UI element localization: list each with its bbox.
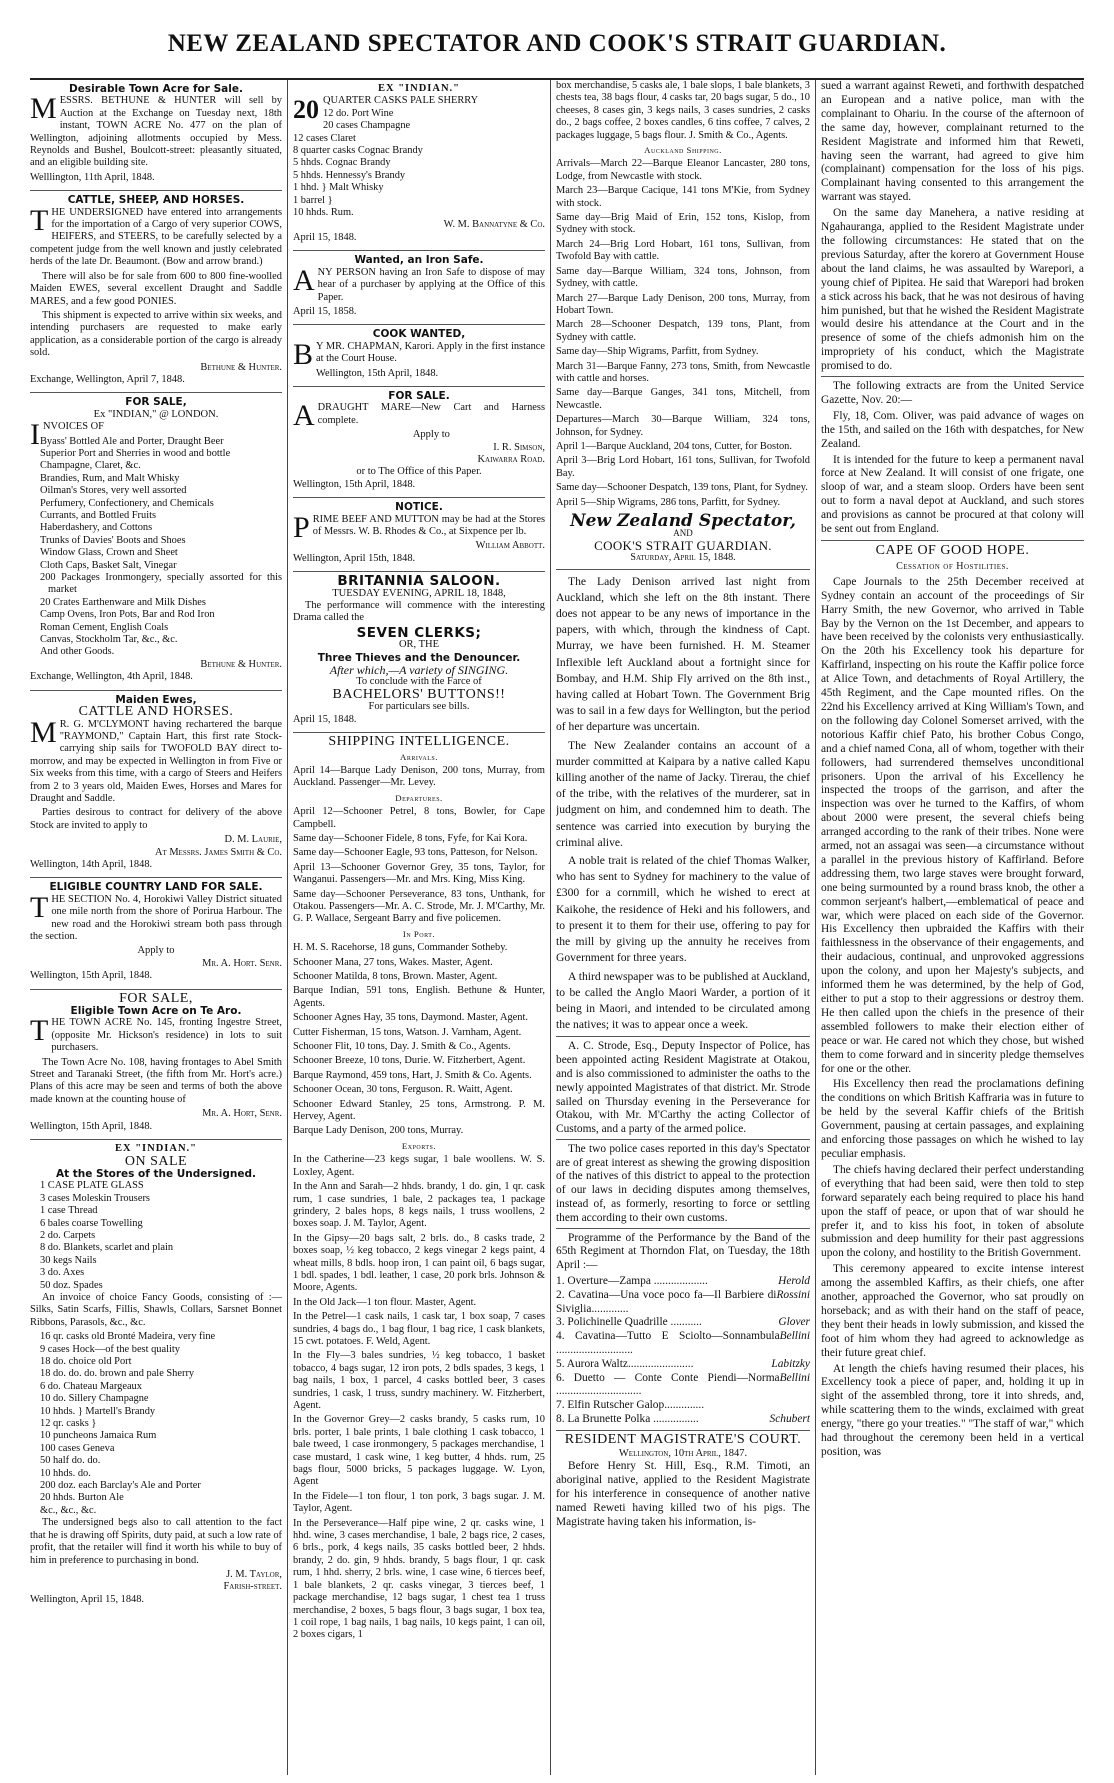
article-paragraph: The chiefs having declared their perfect understanding of everything that had been said, were then told to step forward separately each being required to place his hand upon the staff of peace, or upon that of war should he prefer it, and to kiss his foot, in token of absolute submission and deep humility for their past aggressions upon the colony, and hostility to the British Government. (821, 1163, 1084, 1260)
shipping-entry: April 13—Schooner Governor Grey, 35 tons, Taylor, for Wanganui. Passengers—Mr. and Mrs. King, Miss King. (293, 861, 545, 886)
dropcap: T (30, 890, 49, 924)
ad-date: Wellington, April 15, 1848. (30, 1593, 145, 1605)
section-subheading: Cessation of Hostilities. (896, 560, 1009, 572)
ad-date: Exchange, Wellington, April 7, 1848. (30, 373, 185, 385)
programme-item: 2. Cavatina—Una voce poco fa—Il Barbiere di Siviglia............. Rossini (556, 1288, 810, 1315)
dropcap: M (30, 715, 57, 749)
shipping-entry: Same day—Schooner Perseverance, 83 tons, Unthank, for Otakou. Passengers—Mr. A. C. Strode, Mr. J. M'Carthy, Mr. G. P. Wallace, Sergeant Barry and five policemen. (293, 888, 545, 925)
ad-heading: Wanted, an Iron Safe. (354, 254, 484, 267)
ad-country-land (30, 878, 282, 989)
shipping-intelligence (293, 733, 545, 1648)
dropcap: M (30, 92, 57, 126)
list-item: 20 Crates Earthenware and Milk Dishes (40, 596, 206, 608)
columns (30, 80, 1084, 1775)
ad-body: This shipment is expected to arrive within six weeks, and intending purchasers are requested to make early application, as a considerable portion of the cargo is already sold. (30, 309, 282, 359)
list-item: 6 bales coarse Towelling (40, 1217, 143, 1229)
ad-subheading: ON SALE (124, 1153, 188, 1169)
section-subheading: Exports. (401, 1140, 437, 1151)
ad-signature: Bethune & Hunter. (200, 361, 282, 373)
play-title: BACHELORS' BUTTONS!! (332, 686, 506, 702)
list-item: Oilman's Stores, very well assorted (40, 485, 187, 497)
shipping-entry: Schooner Breeze, 10 tons, Durie. W. Fitzherbert, Agent. (293, 1055, 526, 1067)
ad-subheading: TUESDAY EVENING, APRIL 18, 1848, (332, 587, 506, 599)
list-item: Superior Port and Sherries in wood and bottle (40, 447, 231, 459)
article-paragraph: His Excellency then read the proclamations defining the conditions on which British Kaffraria was in future to be held by the several Kaffir chiefs of the British Government, pausing at certain passages, and explaining and enforcing those passages on which he wished to lay peculiar emphasis. (821, 1078, 1084, 1160)
ad-subheading: Ex "INDIAN," @ LONDON. (93, 408, 219, 420)
list-item: 1 CASE PLATE GLASS (40, 1180, 144, 1192)
shipping-entry: In the Fidele—1 ton flour, 1 ton pork, 3 bags sugar. J. M. Taylor, Agent. (293, 1490, 545, 1515)
ad-britannia-saloon (293, 572, 545, 733)
list-item: 18 do. choice old Port (40, 1356, 132, 1367)
article-paragraph: The New Zealander contains an account of a murder committed at Kaipara by a native called Kapu killing another of the name of Jacky. Tirerau, the chief of the tribe, with the relatives of the murderer, sat in judgment on him, and condemned him to death. The sentence was carried into execution by burying the criminal alive. (556, 738, 810, 849)
item-line: 5 hhds. Cognac Brandy (293, 157, 391, 169)
court-heading: RESIDENT MAGISTRATE'S COURT. (556, 1430, 810, 1447)
ad-date: Wellington, 15th April, 1848. (30, 1120, 153, 1132)
programme-item: 8. La Brunette Polka ................ Schubert (556, 1413, 810, 1426)
shipping-entry: Same day—Ship Wigrams, Parfitt, from Sydney. (556, 346, 759, 358)
item-line: 1 barrel } (293, 194, 333, 206)
ad-body: Parties desirous to contract for delivery of the above Stock are invited to apply to (30, 807, 282, 831)
ad-heading: NOTICE. (395, 501, 443, 514)
ad-date: Exchange, Wellington, 4th April, 1848. (30, 671, 193, 683)
item-line: 10 hhds. Rum. (293, 207, 354, 219)
section-subheading: Arrivals. (400, 751, 438, 762)
ad-heading: FOR SALE. (388, 389, 450, 402)
ad-body: NY PERSON having an Iron Safe to dispose of may hear of a purchaser by applying at the Office of this Paper. (317, 266, 545, 303)
shipping-entry: In the Perseverance—Half pipe wine, 2 qr. casks wine, 1 hhd. wine, 3 cases merchandise, 1 bale, 2 bags rice, 2 cases, 6 brls., pork, 4 kegs nails, 35 casks bottled beer, 2 hhds. brandy, 2 do. gin, 9 hhds. brandy, 5 bags flour, 1 qr. cask rum, 1 hhd. sherry, 2 brls. wine, 1 case wine, 6 tierces beef, 1 bale blankets, 2 qr. casks vinegar, 3 tierces beef, 1 package merchandise, 12 bags sugar, 1 chest tea 1 truss merchandise, 2 boxes, 5 bags flour, 3 bags sugar, 1 box tea, 1 coil rope, 1 bag nails, 1 bag nails, 10 kegs paint, 1 can oil, 2 boxes cigars, 1 (293, 1517, 545, 1641)
ad-notice (293, 498, 545, 572)
ad-date: April 15, 1858. (293, 305, 357, 317)
column-3 (556, 80, 810, 1775)
article-paragraph: On the same day Manehera, a native residing at Ngahauranga, applied to the Resident Magistrate under the following circumstances: He stated that on the previous Saturday, after the korero at Government House about the land claims, he was assaulted by Warepori, a young chief of Pipitea. He said that Warepori had broken a stick across his back, that he was not desirous of having him punished, but that he wished the Resident Magistrate would desire his attendance at the Court and in the presence of some of the chiefs admonish him on the impropriety of his conduct, which the Magistrate promised to do. (821, 207, 1084, 373)
list-item: Cloth Caps, Basket Salt, Vinegar (40, 559, 177, 571)
ad-or: or to The Office of this Paper. (356, 466, 482, 478)
column-2 (293, 80, 545, 1775)
item-line: 12 cases Claret (293, 132, 356, 144)
shipping-entry: H. M. S. Racehorse, 18 guns, Commander Sotheby. (293, 942, 508, 954)
ad-body: The undersigned begs also to call attention to the fact that he is drawing off Spirits, duty paid, at such a low rate of profit, that the retailer will find it worth his while to buy of him in preference to purchasing in bond. (30, 1517, 282, 1566)
ad-subheading: At the Stores of the Undersigned. (55, 1167, 257, 1180)
ad-date: Wellington, 14th April, 1848. (30, 858, 153, 870)
ad-body: The performance will commence with the interesting Drama called the (293, 600, 545, 624)
item-list (30, 436, 282, 659)
shipping-entry: In the Old Jack—1 ton flour. Master, Agent. (293, 1296, 477, 1308)
list-item: 50 doz. Spades (40, 1279, 103, 1291)
editorial-date: Saturday, April 15, 1848. (556, 552, 810, 569)
article-paragraph: The Lady Denison arrived last night from Auckland, which she left on the 8th instant. There does not appear to be any news of importance in the papers, with which, through the kindness of Capt. Murray, we have been furnished. H. M. Steamer Inflexible left Auckland about a fortnight since for Bombay, and H.M. Ship Fly arrived on the 8th inst., having called at Hobart Town. The Government Brig was to sail in a few days for Wellington, but the period of her departure was uncertain. (556, 574, 810, 734)
list-item: &c., &c., &c. (40, 1504, 97, 1516)
programme-item: 6. Duetto — Conte Conte Piendi—Norma .............................. Bellini (556, 1371, 810, 1398)
editorial-flag-title: New Zealand Spectator, (570, 511, 796, 531)
ad-apply: Apply to (137, 945, 175, 957)
shipping-entry: In the Petrel—1 cask nails, 1 cask tar, 1 box soap, 7 cases sundries, 4 bags do., 1 bag flour, 1 bag rice, 1 cask blankets, 15 cwt. potatoes. F. Weld, Agent. (293, 1311, 545, 1347)
list-item: Currants, and Bottled Fruits (40, 510, 157, 521)
shipping-entry: Cutter Fisherman, 15 tons, Watson. J. Varnham, Agent. (293, 1026, 522, 1038)
list-item: 16 qr. casks old Bronté Madeira, very fine (40, 1331, 216, 1343)
ad-draught-mare (293, 387, 545, 498)
dropcap: T (30, 203, 49, 237)
shipping-entry: Same day—Barque Ganges, 341 tons, Mitchell, from Newcastle. (556, 387, 810, 411)
list-item: 200 Packages Ironmongery, specially assorted for this market (40, 572, 282, 596)
ad-signature: Farish-street. (223, 1581, 282, 1593)
item-line: 12 do. Port Wine (323, 107, 394, 119)
programme-item: 3. Polichinelle Quadrille ........... Glover (556, 1316, 810, 1329)
shipping-entry: Arrivals—March 22—Barque Eleanor Lancaster, 280 tons, Lodge, from Newcastle with stock. (556, 158, 810, 182)
ad-signature: Bethune & Hunter. (200, 658, 282, 670)
programme-item: 5. Aurora Waltz....................... Labitzky (556, 1357, 810, 1370)
column-rule (287, 80, 288, 1775)
dropcap: A (293, 399, 315, 433)
editorial-flag-and: AND (673, 528, 693, 539)
ad-body: Y MR. CHAPMAN, Karori. Apply in the first instance at the Court House. (316, 340, 545, 365)
editorial-large (556, 574, 810, 1034)
ad-cook-wanted (293, 325, 545, 387)
ad-te-aro (30, 990, 282, 1140)
item-line: 20 cases Champagne (323, 120, 411, 132)
item-list (30, 1331, 282, 1517)
ad-body: RIME BEEF AND MUTTON may be had at the Stores of Messrs. W. B. Rhodes & Co., at Sixpence per lb. (312, 513, 545, 537)
list-item: And other Goods. (40, 646, 115, 658)
list-item: 3 do. Axes (40, 1267, 85, 1279)
ad-date: Wellington, 15th April, 1848. (293, 478, 416, 490)
shipping-entry: March 27—Barque Lady Denison, 200 tons, Murray, from Hobart Town. (556, 292, 810, 316)
ad-subheading: CATTLE AND HORSES. (78, 704, 234, 720)
list-item: Byass' Bottled Ale and Porter, Draught Beer (40, 435, 224, 447)
item-line: 8 quarter casks Cognac Brandy (293, 145, 423, 157)
shipping-entry: Schooner Edward Stanley, 25 tons, Armstrong. P. M. Hervey, Agent. (293, 1098, 545, 1123)
shipping-entry: Barque Lady Denison, 200 tons, Murray. (293, 1125, 464, 1137)
ad-signature: J. M. Taylor, (226, 1568, 282, 1580)
shipping-entry: Same day—Brig Maid of Erin, 152 tons, Kislop, from Sydney with stock. (556, 212, 810, 236)
ad-heading: EX "INDIAN." (378, 83, 460, 94)
ad-heading: FOR SALE, (119, 990, 193, 1006)
programme-intro: Programme of the Performance by the Band of the 65th Regiment at Thorndon Flat, on Tuesday, the 18th April :— (556, 1228, 810, 1273)
ad-conclude: To conclude with the Farce of (356, 676, 482, 688)
programme-item: 1. Overture—Zampa ................... Herold (556, 1275, 810, 1288)
list-item: 10 hhds. } Martell's Brandy (40, 1405, 156, 1417)
ad-heading: EX "INDIAN." (115, 1143, 197, 1155)
shipping-entry: Schooner Flit, 10 tons, Day. J. Smith & Co., Agents. (293, 1041, 511, 1053)
article-paragraph: It is intended for the future to keep a permanent naval force at New Zealand. It will consist of one frigate, one sloop of war, and a steam sloop. Orders have been sent out to form a naval depot at Auckland, and such stores and provisions as cannot be procured at that colony will be sent out from England. (821, 453, 1084, 536)
section-subheading: In Port. (402, 928, 436, 939)
shipping-entry: Barque Raymond, 459 tons, Hart, J. Smith & Co. Agents. (293, 1069, 532, 1081)
shipping-entry: April 5—Ship Wigrams, 286 tons, Parfitt, for Sydney. (556, 496, 781, 508)
item-line: QUARTER CASKS PALE SHERRY (323, 95, 479, 107)
ad-signature: I. R. Simson, (493, 441, 545, 453)
article-paragraph: Cape Journals to the 25th December received at Sydney contain an account of the proceedings of Sir Harry Smith, the new Governor, who arrived in Table Bay by the Vernon on the 1st December, and appears to have been received by the colonists very enthusiastically. On the 20th his Excellency took his departure for Kaffirland, inspecting on his route the Kaffir police force at Alice Town, and detachments of Royal Artillery, the 45th Regiment, and the Cape mounted rifles. On the 22nd his Excellency arrived at King William's Town, and on the following day Colonel Somerset arrived, with the notorious Kaffir chief Pato, his brother Cobus Congo, and a chief named Cona, all of whom, together with their followers, had surrendered themselves unconditional prisoners. Upon the arrival of his Excellency he inspected the troops of the garrison, and after the inspection was over he turned to the Kaffirs, of whom about 2000 were present, the several chiefs being arranged according to the rank of their tribes. None were armed, not an assagai was seen—a circumstance without a parallel in the previous history of Kaffirland. Before addressing them, two large staves were brought forward, one being surmounted by a round brass knob, the other a common serjeant's halbert,—emblematical of peace and war, which were placed on each side of the Governor. His Excellency then upbraided the Kaffirs with their faithlessness in the observance of their engagements, and their audacious, continual, and unprovoked aggressions upon the colony, and upon her Majesty's subjects, and informed them he was determined, by the help of God, either to put a stop to their aggressions or destroy them. He then called upon the chiefs in the presence of their assembled followers to make their election either of peace or war. He cared not which they chose, but wished them to come forward and in sincerity pledge themselves for one or the other. (821, 575, 1084, 1075)
list-item: Trunks of Davies' Boots and Shoes (40, 534, 186, 546)
shipping-entry: In the Gipsy—20 bags salt, 2 brls. do., 8 casks trade, 2 boxes soap, ½ keg tobacco, 2 kegs vinegar 2 kegs paint, 4 wheat mills, 8 bdls. hoop iron, 1 can paint oil, 6 bags sugar, 1 bdl. spades, 1 bdl. leather, 1 case, 20 pork brls. Johnson & Moore, Agents. (293, 1232, 545, 1294)
list-item: 100 cases Geneva (40, 1442, 115, 1454)
shipping-entry: Schooner Ocean, 30 tons, Ferguson. R. Waitt, Agent. (293, 1084, 513, 1096)
shipping-entry: Same day—Schooner Eagle, 93 tons, Patteson, for Nelson. (293, 847, 538, 859)
ad-body: DRAUGHT MARE—New Cart and Harness complete. (317, 402, 545, 426)
column-1 (30, 80, 282, 1775)
list-item: 10 do. Sillery Champagne (40, 1393, 149, 1405)
column-4 (821, 80, 1084, 1775)
list-item: Canvas, Stockholm Tar, &c., &c. (40, 634, 178, 646)
dropcap: I (30, 418, 40, 452)
ad-date: Wellington, 15th April, 1848. (316, 367, 439, 379)
list-item: Champagne, Claret, &c. (40, 460, 141, 472)
list-item: 9 cases Hock—of the best quality (40, 1343, 180, 1355)
ad-for-sale-indian (30, 393, 282, 690)
list-item: 50 half do. do. (40, 1455, 101, 1467)
ad-date: April 15, 1848. (293, 713, 357, 725)
article-paragraph: This ceremony appeared to excite intense interest among the assembled Kaffirs, as their chiefs, one after another, approached the Governor, who sat proudly on horseback; and as with their hand on the staff of peace, they bent their heads in lowly submission, and kissed the foot of him whom they had agreed to acknowledge as their future great chief. (821, 1263, 1084, 1359)
shipping-entry: April 3—Brig Lord Hobart, 161 tons, Sullivan, for Twofold Bay. (556, 455, 810, 479)
ad-signature: Mr. A. Hort. Senr. (202, 957, 282, 969)
section-heading: SHIPPING INTELLIGENCE. (328, 734, 510, 750)
ad-body: HE SECTION No. 4, Horokiwi Valley District situated one mile north from the shore of Porirua Harbour. The new road and the Horokiwi stream both pass through the section. (30, 893, 282, 942)
list-item: Window Glass, Crown and Sheet (40, 547, 178, 559)
ad-body: ESSRS. BETHUNE & HUNTER will sell by Auction at the Exchange on Tuesday next, 18th instant, TOWN ACRE No. 477 on the plan of Wellington, adjoining allotments occupied by Mess. Reynolds and Bushel, Boulcott-street: pleasantly situated, and an eligible building site. (30, 95, 282, 169)
ad-date: Welllington, 11th April, 1848. (30, 171, 155, 183)
article-paragraph: A. C. Strode, Esq., Deputy Inspector of Police, has been appointed acting Resident Magistrate at Otakou, and is also commissioned to administer the oaths to the newly appointed Magistrates of that district. Mr. Strode sailed on Thursday evening in the Perseverance for Otakou, with Mr. M'Carthy the acting Collector of Customs, and a party of the armed police. (556, 1040, 810, 1136)
section-heading: CAPE OF GOOD HOPE. (821, 540, 1084, 558)
masthead: NEW ZEALAND SPECTATOR AND COOK'S STRAIT GUARDIAN. (30, 0, 1084, 80)
ad-iron-safe (293, 251, 545, 325)
shipping-entry: April 1—Barque Auckland, 204 tons, Cutter, for Boston. (556, 440, 792, 452)
programme-item: 4. Cavatina—Tutto E Sciolto—Sonnambula ........................... Bellini (556, 1330, 810, 1357)
ad-body: There will also be for sale from 600 to 800 fine-woolled Maiden EWES, several excellent Draught and Saddle MARES, and a few good PONIES. (30, 270, 282, 307)
list-item: 30 kegs Nails (40, 1254, 97, 1266)
dropcap: P (293, 510, 310, 544)
ad-heading: Maiden Ewes, (115, 693, 197, 706)
item-list (30, 1180, 282, 1292)
list-item: Haberdashery, and Cottons (40, 522, 153, 534)
dropcap: A (293, 263, 315, 297)
shipping-entry: In the Fly—3 bales sundries, ½ keg tobacco, 1 basket tobacco, 4 bags sugar, 12 iron pots, 2 bdls spades, 3 kegs, 1 bag nails, 1 box, 1 parcel, 4 casks bottled beer, 3 cases sundries, 1 cask, 1 truss, sundry machinery. W. Fitzherbert, Agent. (293, 1350, 545, 1411)
article-paragraph: A noble trait is related of the chief Thomas Walker, who has sent to Sydney for machinery to the value of £300 for a cornmill, which he wished to erect at Kaikohe, the residence of Heki and his followers, and to present it to them for their use, offering to pay for the mill by giving up the annuity he receives from Government for three years. (556, 854, 810, 965)
ad-cattle (30, 191, 282, 393)
ad-heading: COOK WANTED, (372, 328, 466, 341)
list-item: 10 puncheons Jamaica Rum (40, 1430, 157, 1442)
ad-body: HE UNDERSIGNED have entered into arrangements for the importation of a Cargo of very superior COWS, HEIFERS, and STEERS, to be carefully selected by a competent judge from the well known and justly celebrated herds of the late Dr. Beaumont. (Bow and arrow brand.) (30, 206, 282, 268)
item-line: 1 hhd. } Malt Whisky (293, 182, 384, 194)
shipping-entry: Schooner Mana, 27 tons, Wakes. Master, Agent. (293, 956, 493, 968)
ad-or: OR, THE (398, 639, 440, 651)
list-item: 2 do. Carpets (40, 1229, 96, 1241)
list-item: 200 doz. each Barclay's Ale and Porter (40, 1480, 201, 1492)
ad-maiden-ewes (30, 691, 282, 879)
list-item: 3 cases Moleskin Trousers (40, 1192, 150, 1204)
shipping-entry: April 12—Schooner Petrel, 8 tons, Bowler, for Cape Campbell. (293, 806, 545, 830)
list-item: 20 hhds. Burton Ale (40, 1492, 124, 1504)
list-item: Roman Cement, English Coals (40, 621, 169, 633)
ad-signature: Kaiwarra Road. (477, 453, 545, 465)
shipping-entry: April 14—Barque Lady Denison, 200 tons, Murray, from Auckland. Passenger—Mr. Levey. (293, 764, 545, 789)
column-rule (815, 80, 816, 1775)
dropcap: T (30, 1014, 49, 1048)
article-paragraph: A third newspaper was to be published at Auckland, to be called the Anglo Maori Warder, a portion of it being in Maori, and intended to be circulated among the natives; it was to appear once a week. (556, 969, 810, 1032)
list-item: 12 qr. casks } (40, 1418, 97, 1430)
court-date: Wellington, 10th April, 1847. (618, 1447, 748, 1459)
shipping-entry: Same day—Schooner Fidele, 8 tons, Fyfe, for Kai Kora. (293, 832, 528, 844)
shipping-entry: March 24—Brig Lord Hobart, 161 tons, Sullivan, from Twofold Bay with cattle. (556, 238, 810, 263)
ad-ex-indian-bannatyne (293, 80, 545, 251)
list-item: 6 do. Chateau Margeaux (40, 1380, 142, 1392)
shipping-entry: In the Governor Grey—2 casks brandy, 5 casks rum, 10 brls. porter, 1 bale prints, 1 bale clothing 1 cask tobacco, 1 bale tweed, 1 case ironmongery, 5 packages merchandise, 1 case mustard, 1 cask wine, 1 keg butter, 4 hhds. rum, 25 bags flour, 5000 bricks, 5 packages luggage. W. Lyon, Agent (293, 1414, 545, 1488)
shipping-entry: March 23—Barque Cacique, 141 tons M'Kie, from Sydney with stock. (556, 185, 810, 209)
play-title: SEVEN CLERKS; (356, 624, 482, 641)
shipping-entry: In the Ann and Sarah—2 hhds. brandy, 1 do. gin, 1 qr. cask rum, 1 case sundries, 1 bale, 2 packages tea, 1 package grindery, 2 bales hops, 8 kegs nails, 1 truss woollens, 2 boxes soap. J. M. Taylor, Agent. (293, 1181, 545, 1230)
ad-signature: W. M. Bannatyne & Co. (443, 219, 545, 231)
ad-after: After which,—A variety of SINGING. (329, 663, 509, 678)
ad-date: April 15, 1848. (293, 231, 357, 243)
ad-body: R. G. M'CLYMONT having rechartered the barque "RAYMOND," Captain Hart, this first rate Stock-carrying ship sails for TWOFOLD BAY direct to-morrow, and may be expected in Wellington in from Five or Six weeks from this time, with a cargo of Steers and Heifers from 2 to 3 years old, Maiden Ewes, Horses and Mares for Draught and Saddle. (30, 718, 282, 804)
ad-town-acre (30, 80, 282, 191)
ad-body: NVOICES OF (43, 421, 104, 433)
shipping-entry: In the Catherine—23 kegs sugar, 1 bale woollens. W. S. Loxley, Agent. (293, 1154, 545, 1178)
ad-body: An invoice of choice Fancy Goods, consisting of :—Silks, Satin Scarfs, Fillis, Shawls, Collars, Sarsnet Bonnet Ribbons, Parasols, &c., &c. (30, 1291, 282, 1328)
shipping-entry: Schooner Matilda, 8 tons, Brown. Master, Agent. (293, 971, 498, 982)
ad-heading: CATTLE, SHEEP, AND HORSES. (67, 194, 245, 207)
quantity-number: 20 (293, 95, 319, 125)
shipping-entry: March 31—Barque Fanny, 273 tons, Smith, from Newcastle with cattle and horses. (556, 360, 810, 384)
shipping-entry: Same day—Schooner Despatch, 139 tons, Plant, for Sydney. (556, 482, 808, 494)
editorial-flag-subtitle: COOK'S STRAIT GUARDIAN. (594, 537, 772, 553)
ad-body: The Town Acre No. 108, having frontages to Abel Smith Street and Taranaki Street, (the fifth from Mr. Hort's acre.) Plans of this acre may be seen and terms of both the above made known at the counting house of (30, 1056, 282, 1105)
article-paragraph: Before Henry St. Hill, Esq., R.M. Timoti, an aboriginal native, applied to the Resident Magistrate for his interference in consequence of another native named Reweti having killed two of his pigs. The Magistrate having taken his information, is- (556, 1460, 810, 1528)
ad-signature: William Abbott. (475, 540, 545, 552)
list-item: 8 do. Blankets, scarlet and plain (40, 1242, 174, 1254)
article-paragraph: The following extracts are from the United Service Gazette, Nov. 20:— (821, 376, 1084, 408)
play-title: Three Thieves and the Denouncer. (317, 651, 521, 664)
ad-signature: At Messrs. James Smith & Co. (154, 846, 282, 858)
ad-subheading: Eligible Town Acre on Te Aro. (70, 1005, 242, 1018)
ad-ex-indian-taylor (30, 1140, 282, 1612)
ad-heading: Desirable Town Acre for Sale. (69, 83, 243, 95)
ad-body: HE TOWN ACRE No. 145, fronting Ingestre Street, (opposite Mr. Hickson's residence) in lots to suit purchasers. (51, 1017, 282, 1054)
list-item: Brandies, Rum, and Malt Whisky (40, 472, 180, 484)
programme-item: 7. Elfin Rutscher Galop.............. (556, 1399, 705, 1412)
ad-heading: ELIGIBLE COUNTRY LAND FOR SALE. (49, 881, 263, 894)
dropcap: B (293, 337, 314, 371)
list-item: 1 case Thread (40, 1205, 98, 1217)
article-paragraph: At length the chiefs having resumed their places, his Excellency took a piece of paper, and, holding it up in sight of the assembled throng, tore it into shreds, and, while scattering them to the winds, exclaimed with great energy, "there go your treaties." "The staff of war," which had throughout the ceremony been held in a vertical position, was (821, 1362, 1084, 1458)
ad-apply: Apply to (412, 429, 450, 441)
article-paragraph: sued a warrant against Reweti, and forthwith despatched an European and a native police, man with the complainant to Ohariu. In the course of the afternoon of the same day, however, complainant returned to the Resident Magistrate and informed him that Reweti, having seen the warrant, had agreed to give him (complainant) compensation for the loss of his pigs. Complainant having consented to this arrangement the warrant was stayed. (821, 80, 1084, 204)
ad-date: Wellington, 15th April, 1848. (30, 970, 153, 982)
ad-bills: For particulars see bills. (368, 701, 470, 713)
section-subheading: Auckland Shipping. (644, 145, 722, 156)
exports-continued: box merchandise, 5 casks ale, 1 bale slops, 1 bale blankets, 3 chests tea, 38 bags flour, 4 casks tar, 20 bags sugar, 5 do., 10 cheeses, 8 cases gin, 3 kegs nails, 3 cases sundries, 2 casks do., 2 bags coffee, 2 boxes candles, 6 tins coffee, 7 calves, 2 packages luggage, 5 bags flour. J. Smith & Co., Agents. (556, 80, 810, 141)
list-item: 10 hhds. do. (40, 1467, 91, 1479)
article-paragraph: The two police cases reported in this day's Spectator are of great interest as shewing the growing disposition of the natives of this district to appeal to the protection of our laws in deciding disputes among themselves, instead of, as formerly, resorting to force or settling them according to their own customs. (556, 1139, 810, 1226)
item-line: 5 hhds. Hennessy's Brandy (293, 169, 406, 181)
ad-date: Wellington, April 15th, 1848. (293, 552, 416, 564)
ad-heading: FOR SALE, (125, 396, 187, 409)
shipping-entry: Same day—Barque William, 324 tons, Johnson, from Sydney, with cattle. (556, 265, 810, 290)
shipping-entry: Departures—March 30—Barque William, 324 tons, Johnson, for Sydney. (556, 414, 810, 438)
shipping-entry: Schooner Agnes Hay, 35 tons, Daymond. Master, Agent. (293, 1012, 528, 1024)
ad-signature: Mr. A. Hort, Senr. (202, 1108, 282, 1120)
shipping-entry: Barque Indian, 591 tons, English. Bethune & Hunter, Agents. (293, 985, 545, 1009)
section-subheading: Departures. (395, 792, 443, 803)
list-item: 18 do. do. do. brown and pale Sherry (40, 1368, 195, 1380)
list-item: Perfumery, Confectionery, and Chemicals (40, 497, 214, 509)
ad-heading: BRITANNIA SALOON. (337, 573, 501, 590)
ad-signature: D. M. Laurie, (224, 834, 282, 846)
list-item: Camp Ovens, Iron Pots, Bar and Rod Iron (40, 609, 215, 621)
column-rule (550, 80, 551, 1775)
programme-list (556, 1275, 810, 1427)
article-paragraph: Fly, 18, Com. Oliver, was paid advance of wages on the 15th, and sailed on the 16th with despatches, for New Zealand. (821, 409, 1084, 450)
shipping-entry: March 28—Schooner Despatch, 139 tons, Plant, from Sydney with cattle. (556, 319, 810, 343)
